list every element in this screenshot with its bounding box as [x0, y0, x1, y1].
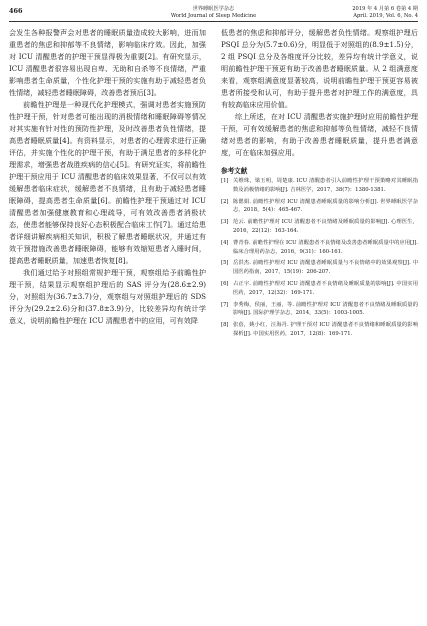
journal-title-en: World Journal of Sleep Medicine	[170, 13, 257, 19]
reference-text: 曹青春. 前瞻性护理在 ICU 清醒患者不良情绪及改善患者睡眠质量中的应用[J]. 临床合理用药杂志，2016，9(31)：160-161.	[233, 239, 418, 255]
issue-date-cn: 2019 年 4 月第 6 卷第 4 期	[352, 6, 418, 12]
reference-item	[221, 177, 418, 195]
references-heading: 参考文献	[221, 167, 248, 175]
conclusion-paragraph: 综上所述，在对 ICU 清醒患者实施护理时应用前瞻性护理干预，可有效缓解患者的焦虑和抑郁等负性情绪，减轻不良情绪对患者的影响，有助于改善患者睡眠质量，提升患者满意度，可在临床加强应用。	[221, 112, 418, 157]
issue-volume-en: April. 2019, Vol. 6, No. 4	[353, 13, 418, 19]
reference-text: 占正宇. 前瞻性护理对 ICU 清醒患者不良情绪及睡眠质量的影响[J]. 中国实用医药，2017，12(32)：169-171.	[233, 280, 418, 296]
reference-text: 关维珠，梁玉明，周楚康. ICU 清醒患者引入前瞻性护理干预策略对其睡眠指数及消极情绪的影响[J]. 吉林医学，2017，38(7)：1380-1381.	[233, 178, 418, 193]
header-rule	[9, 21, 418, 22]
reference-item	[221, 321, 418, 339]
reference-item	[221, 198, 418, 216]
reference-number: [1]	[221, 178, 229, 184]
right-column	[221, 27, 418, 342]
reference-text: 李秀梅，侯丽，王丽，等. 前瞻性护理对 ICU 清醒患者不良情绪及睡眠质量的影响[J]. 国际护理学杂志，2014，33(5)：1003-1005.	[233, 301, 418, 317]
reference-item	[221, 301, 418, 319]
reference-list	[221, 177, 418, 339]
reference-number: [7]	[221, 301, 229, 308]
reference-item	[221, 218, 418, 236]
reference-number: [4]	[221, 239, 229, 246]
reference-text: 张蓓，姚小红，汪海丹. 护理干预对 ICU 清醒患者不良情绪和睡眠质量的影响探析[J]. 中国实用医药，2017，12(8)：169-171.	[233, 322, 418, 337]
reference-item	[221, 239, 418, 257]
reference-item	[221, 280, 418, 298]
journal-title-cn: 世界睡眠医学杂志	[192, 6, 235, 12]
reference-number: [5]	[221, 260, 229, 267]
body-paragraph: 前瞻性护理是一种现代化护理模式，强调对患者实施预防性护理干预，针对患者可能出现的消极情绪和睡眠障碍等情况对其实施有针对性的预防性护理，及时改善患者负性情绪，提高患者睡眠质量[4]。有资料显示，对患者的心理需求进行正确评估，并实施个性化的护理干预，有助于满足患者的多样化护理需求，增强患者战胜疾病的信心[5]。有研究证实，将前瞻性护理干预应用于 ICU 清醒患者的临床效果显著，不仅可以有效缓解患者临床症状，缓解患者不良情绪，且有助于减轻患者睡眠障碍，提高患者生命质量[6]。前瞻性护理干预通过对 ICU 清醒患者加强健康教育和心理疏导，可有效改善患者消极状态，使患者能够保持良好心态积极配合临床工作[7]。通过给患者详细讲解疾病相关知识，积极了解患者睡眠状况，并通过有效干预措施改善患者睡眠障碍，能够有效缩短患者入睡时间，提高患者睡眠质量，加速患者恢复[8]。	[9, 100, 206, 265]
body-paragraph: 我们通过给予对照组常规护理干预，观察组给予前瞻性护理干预，结果显示观察组护理后的 SAS 评分为(28.6±2.9)分，对照组为(36.7±3.7)分，观察组与对照组护理后的 SDS 评分为(29.2±2.6)分和(37.8±3.9)分，比较差异均有统计学意义，说明前瞻性护理在 ICU 清醒患者中的应用，可有效降	[9, 268, 206, 325]
reference-number: [8]	[221, 322, 229, 329]
issue-info	[352, 6, 418, 20]
reference-number: [2]	[221, 198, 229, 205]
reference-text: 范云. 前瞻性护理对 ICU 清醒患者不良情绪及睡眠质量的影响[J]. 心理医生，2016，22(12)：163-164.	[233, 219, 418, 234]
page-number: 466	[9, 7, 23, 15]
left-column	[9, 27, 206, 327]
reference-number: [6]	[221, 280, 229, 287]
body-paragraph: 低患者的焦虑和抑郁评分，缓解患者负性情绪。观察组护理后 PSQI 总分为(5.7±0.6)分，明显低于对照组的(8.9±1.5)分，2 组 PSQI 总分及各维度评分比较，差异均有统计学意义，说明前瞻性护理干预更有助于改善患者睡眠质量。从 2 组满意度来看，观察组满意度显著较高，说明前瞻性护理干预更容易被患者所接受和认可，有助于提升患者对护理工作的满意度，具有较高临床应用价值。	[221, 28, 418, 109]
reference-text: 陈偲娟. 前瞻性护理对 ICU 清醒患者睡眠质量的影响分析[J]. 世界睡眠医学杂志，2018，5(4)：465-467.	[233, 198, 418, 214]
reference-item	[221, 259, 418, 277]
reference-text: 岳洪杰. 前瞻性护理对 ICU 清醒患者睡眠质量与不良情绪中的效果观察[J]. 中国医药指南，2017，15(19)：206-207.	[233, 260, 418, 276]
body-paragraph: 会发生各种报警声会对患者的睡眠质量造成较大影响，进而加重患者的焦虑和抑郁等不良情绪，影响临床疗效。因此，加强对 ICU 清醒患者的护理干预显得极为重要[2]。有研究显示，ICU 清醒患者很容易出现自卑、无助和自杀等不良情绪，严重影响患者生命质量，个性化护理干预的实施有助于减轻患者负性情绪，减轻患者睡眠障碍，改善患者预后[3]。	[9, 28, 206, 97]
reference-number: [3]	[221, 219, 229, 226]
